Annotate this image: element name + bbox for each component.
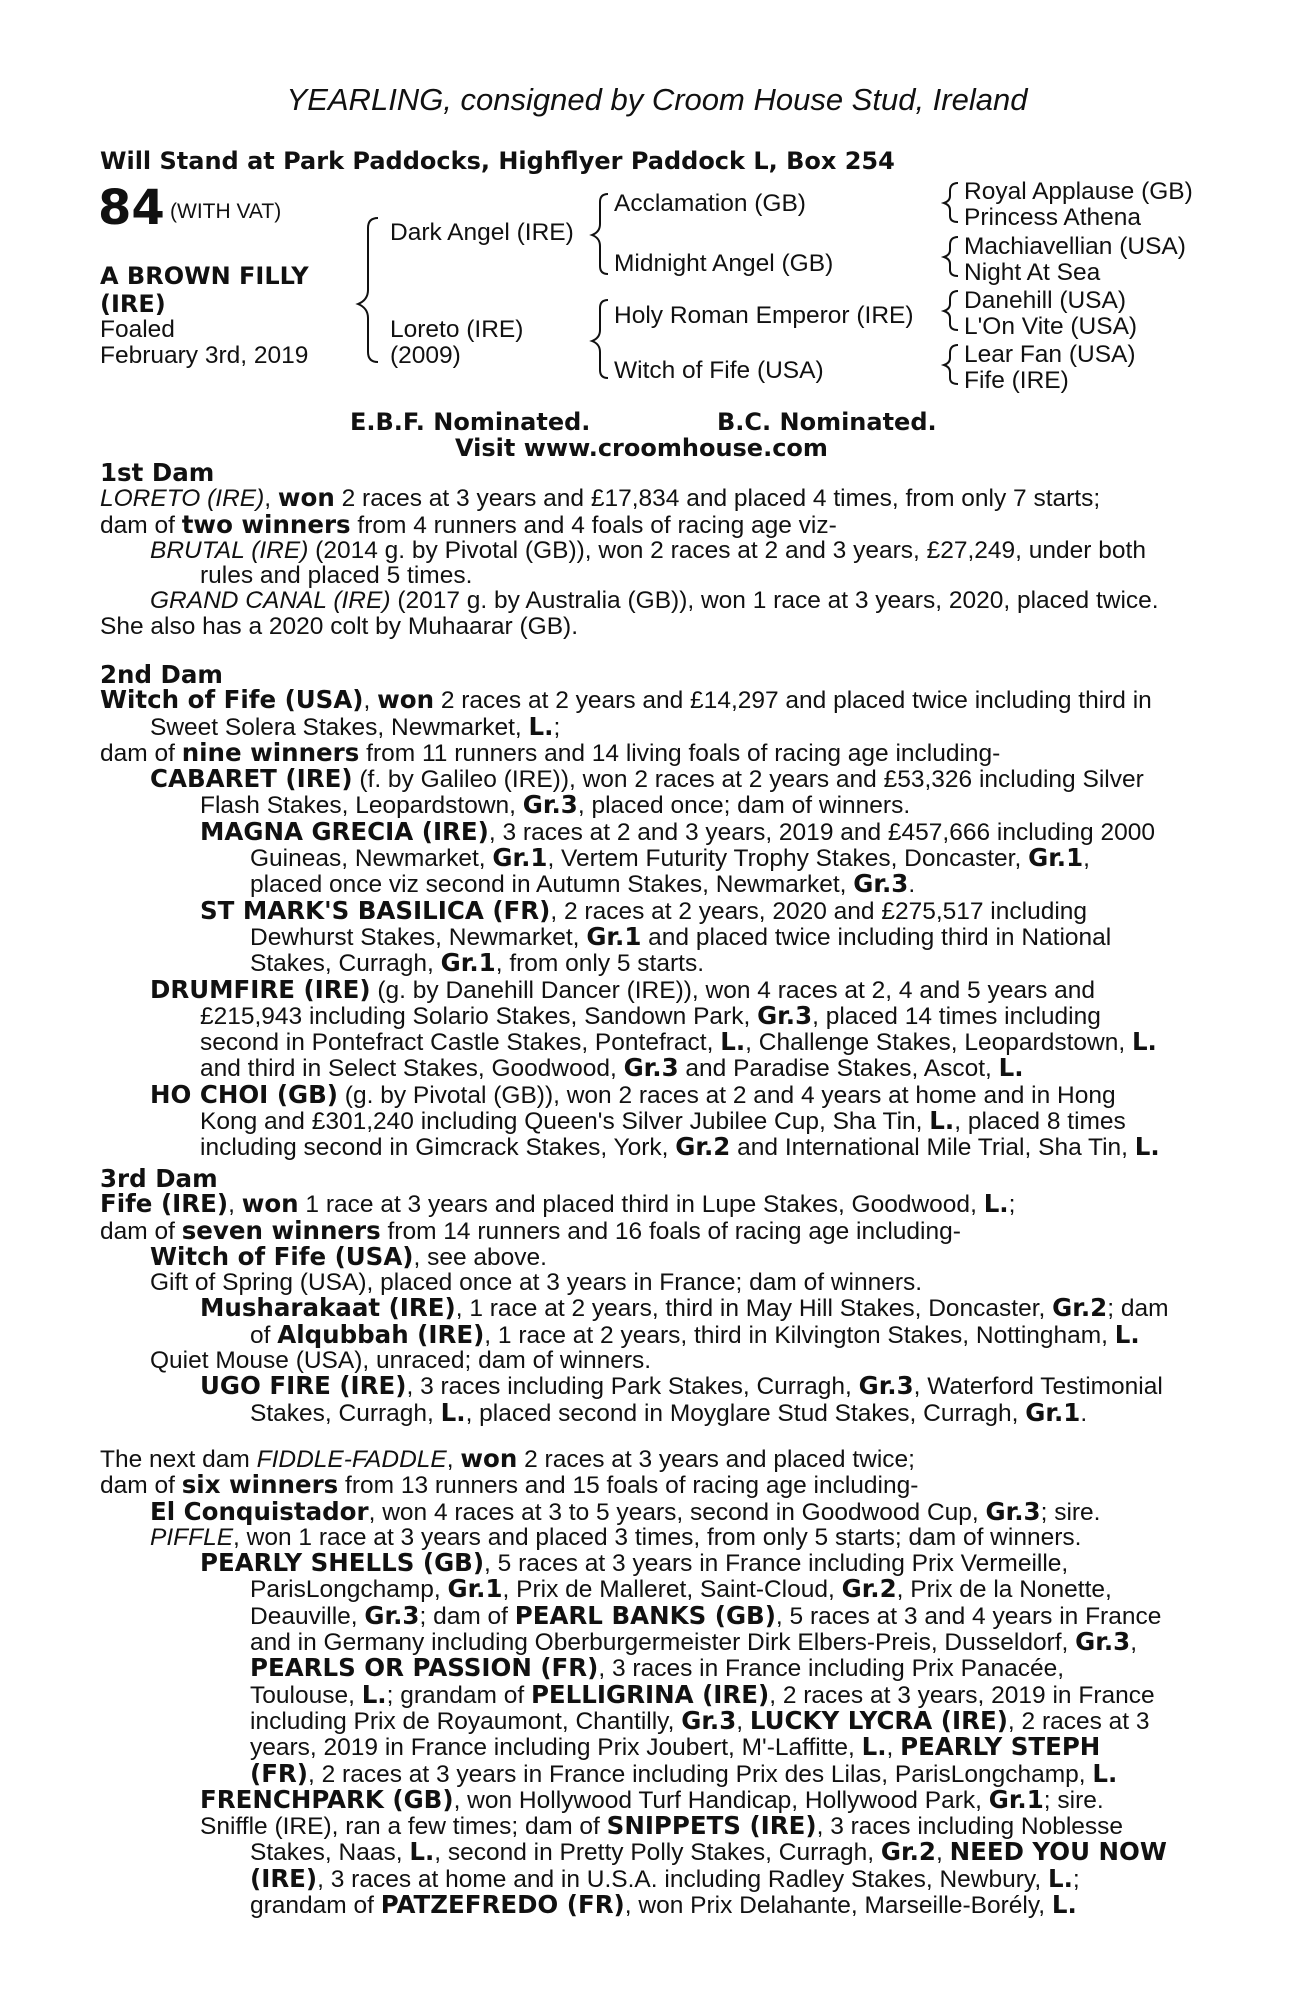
- next-dam-line: Deauville, Gr.3; dam of PEARL BANKS (GB), 5 races at 3 and 4 years in France: [250, 1600, 1162, 1630]
- dam-dam-name: Witch of Fife (USA): [614, 357, 824, 384]
- second-dam-line: £215,943 including Solario Stakes, Sandown Park, Gr.3, placed 14 times including: [200, 1000, 1101, 1030]
- second-dam-line: DRUMFIRE (IRE) (g. by Danehill Dancer (IRE)), won 4 races at 2, 4 and 5 years and: [150, 974, 1096, 1004]
- ancestor-5: Danehill (USA): [964, 287, 1127, 314]
- second-dam-line: Guineas, Newmarket, Gr.1, Vertem Futurity Trophy Stakes, Doncaster, Gr.1,: [250, 843, 1090, 873]
- sire-sire-name: Acclamation (GB): [614, 190, 806, 217]
- dam-year: (2009): [390, 342, 461, 369]
- next-dam-line: PIFFLE, won 1 race at 3 years and placed 3 times, from only 5 starts; dam of winners.: [150, 1523, 1082, 1551]
- next-dam-line: ParisLongchamp, Gr.1, Prix de Malleret, Saint-Cloud, Gr.2, Prix de la Nonette,: [250, 1574, 1112, 1604]
- first-dam-line: She also has a 2020 colt by Muhaarar (GB).: [100, 612, 579, 640]
- second-dam-line: and third in Select Stakes, Goodwood, Gr.3 and Paradise Stakes, Ascot, L.: [200, 1053, 1024, 1083]
- dam-sire-name: Holy Roman Emperor (IRE): [614, 302, 914, 329]
- second-dam-section: [100, 662, 1205, 1161]
- second-dam-line: Kong and £301,240 including Queen's Silver Jubilee Cup, Sha Tin, L., placed 8 times: [200, 1106, 1126, 1136]
- ebf-nominated: E.B.F. Nominated.: [350, 408, 591, 436]
- second-dam-line: CABARET (IRE) (f. by Galileo (IRE)), won 2 races at 2 years and £53,326 including Silver: [150, 764, 1144, 794]
- ancestor-4: Night At Sea: [964, 259, 1101, 286]
- third-dam-line: Fife (IRE), won 1 race at 3 years and placed third in Lupe Stakes, Goodwood, L.;: [100, 1189, 1016, 1219]
- next-dam-line: Stakes, Naas, L., second in Pretty Polly Stakes, Curragh, Gr.2, NEED YOU NOW: [250, 1837, 1167, 1867]
- ancestor-6: L'On Vite (USA): [964, 313, 1138, 340]
- first-dam-line: LORETO (IRE), won 2 races at 3 years and £17,834 and placed 4 times, from only 7 starts;: [100, 483, 1101, 513]
- next-dam-line: Toulouse, L.; grandam of PELLIGRINA (IRE), 2 races at 3 years, 2019 in France: [250, 1679, 1155, 1709]
- lot-number: 84: [98, 180, 165, 236]
- website-link[interactable]: Visit www.croomhouse.com: [455, 434, 828, 462]
- second-dam-line: Flash Stakes, Leopardstown, Gr.3, placed once; dam of winners.: [200, 790, 911, 820]
- second-dam-line: dam of nine winners from 11 runners and 14 living foals of racing age including-: [100, 737, 1001, 767]
- third-dam-line: UGO FIRE (IRE), 3 races including Park Stakes, Curragh, Gr.3, Waterford Testimonial: [200, 1371, 1163, 1401]
- third-dam-heading: 3rd Dam: [100, 1164, 218, 1193]
- ancestor-7: Lear Fan (USA): [964, 341, 1136, 368]
- lot-description: A BROWN FILLY: [100, 262, 309, 290]
- first-dam-heading: 1st Dam: [100, 458, 215, 487]
- first-dam-section: [100, 460, 1205, 639]
- third-dam-line: Quiet Mouse (USA), unraced; dam of winners.: [150, 1347, 652, 1375]
- next-dam-line: PEARLY SHELLS (GB), 5 races at 3 years in France including Prix Vermeille,: [200, 1548, 1069, 1578]
- third-dam-line: Stakes, Curragh, L., placed second in Moyglare Stud Stakes, Curragh, Gr.1.: [250, 1397, 1088, 1427]
- page-title: YEARLING, consigned by Croom House Stud, Ireland: [286, 82, 1028, 117]
- first-dam-line: rules and placed 5 times.: [200, 562, 473, 590]
- foaled-label: Foaled: [100, 316, 175, 343]
- vat-note: (WITH VAT): [170, 200, 282, 223]
- next-dam-line: dam of six winners from 13 runners and 15 foals of racing age including-: [100, 1470, 919, 1500]
- dam-name: Loreto (IRE): [390, 316, 524, 343]
- third-dam-line: Gift of Spring (USA), placed once at 3 years in France; dam of winners.: [150, 1269, 923, 1297]
- second-dam-line: Witch of Fife (USA), won 2 races at 2 years and £14,297 and placed twice including third in: [100, 685, 1152, 715]
- next-dam-section: [100, 1446, 1205, 1918]
- second-dam-line: ST MARK'S BASILICA (FR), 2 races at 2 years, 2020 and £275,517 including: [200, 895, 1088, 925]
- first-dam-line: BRUTAL (IRE) (2014 g. by Pivotal (GB)), won 2 races at 2 and 3 years, £27,249, under both: [150, 536, 1146, 564]
- first-dam-line: dam of two winners from 4 runners and 4 foals of racing age viz-: [100, 509, 837, 539]
- next-dam-line: years, 2019 in France including Prix Joubert, M'-Laffitte, L., PEARLY STEPH: [250, 1732, 1101, 1762]
- next-dam-line: The next dam FIDDLE-FADDLE, won 2 races at 3 years and placed twice;: [100, 1444, 915, 1473]
- next-dam-line: Sniffle (IRE), ran a few times; dam of SNIPPETS (IRE), 3 races including Noblesse: [200, 1811, 1124, 1841]
- next-dam-line: including Prix de Royaumont, Chantilly, Gr.3, LUCKY LYCRA (IRE), 2 races at 3: [250, 1705, 1150, 1735]
- second-dam-heading: 2nd Dam: [100, 660, 223, 689]
- third-dam-line: of Alqubbah (IRE), 1 race at 2 years, third in Kilvington Stakes, Nottingham, L.: [250, 1319, 1140, 1349]
- third-dam-line: Witch of Fife (USA), see above.: [150, 1241, 547, 1271]
- stand-location: Will Stand at Park Paddocks, Highflyer Paddock L, Box 254: [100, 147, 895, 175]
- ancestor-2: Princess Athena: [964, 204, 1142, 231]
- next-dam-line: (FR), 2 races at 3 years in France including Prix des Lilas, ParisLongchamp, L.: [250, 1758, 1118, 1788]
- second-dam-line: MAGNA GRECIA (IRE), 3 races at 2 and 3 years, 2019 and £457,666 including 2000: [200, 816, 1155, 846]
- third-dam-line: Musharakaat (IRE), 1 race at 2 years, third in May Hill Stakes, Doncaster, Gr.2; dam: [200, 1293, 1169, 1323]
- third-dam-line: dam of seven winners from 14 runners and 16 foals of racing age including-: [100, 1215, 961, 1245]
- next-dam-line: PEARLS OR PASSION (FR), 3 races in France including Prix Panacée,: [250, 1653, 1065, 1683]
- ancestor-3: Machiavellian (USA): [964, 233, 1186, 260]
- sire-name: Dark Angel (IRE): [390, 219, 574, 246]
- second-dam-line: Stakes, Curragh, Gr.1, from only 5 starts.: [250, 948, 705, 978]
- second-dam-line: second in Pontefract Castle Stakes, Pontefract, L., Challenge Stakes, Leopardstown, L.: [200, 1027, 1157, 1057]
- lot-description-country: (IRE): [100, 290, 166, 318]
- ancestor-8: Fife (IRE): [964, 367, 1069, 394]
- ancestor-1: Royal Applause (GB): [964, 178, 1193, 205]
- next-dam-line: and in Germany including Oberburgermeister Dirk Elbers-Preis, Dusseldorf, Gr.3,: [250, 1627, 1138, 1657]
- second-dam-line: Sweet Solera Stakes, Newmarket, L.;: [150, 711, 561, 741]
- next-dam-line: FRENCHPARK (GB), won Hollywood Turf Handicap, Hollywood Park, Gr.1; sire.: [200, 1784, 1104, 1814]
- second-dam-line: including second in Gimcrack Stakes, York, Gr.2 and International Mile Trial, Sha Tin, L.: [200, 1132, 1160, 1162]
- next-dam-line: (IRE), 3 races at home and in U.S.A. including Radley Stakes, Newbury, L.;: [250, 1863, 1080, 1893]
- first-dam-line: GRAND CANAL (IRE) (2017 g. by Australia (GB)), won 1 race at 3 years, 2020, placed twice.: [150, 587, 1159, 615]
- second-dam-line: Dewhurst Stakes, Newmarket, Gr.1 and placed twice including third in National: [250, 921, 1112, 951]
- sire-dam-name: Midnight Angel (GB): [614, 250, 834, 277]
- next-dam-line: grandam of PATZEFREDO (FR), won Prix Delahante, Marseille-Borély, L.: [250, 1890, 1077, 1920]
- next-dam-line: El Conquistador, won 4 races at 3 to 5 years, second in Goodwood Cup, Gr.3; sire.: [150, 1496, 1101, 1526]
- foaled-date: February 3rd, 2019: [100, 342, 309, 369]
- second-dam-line: HO CHOI (GB) (g. by Pivotal (GB)), won 2 races at 2 and 4 years at home and in Hong: [150, 1079, 1116, 1109]
- second-dam-line: placed once viz second in Autumn Stakes, Newmarket, Gr.3.: [250, 869, 916, 899]
- third-dam-section: [100, 1166, 1205, 1426]
- bc-nominated: B.C. Nominated.: [717, 408, 937, 436]
